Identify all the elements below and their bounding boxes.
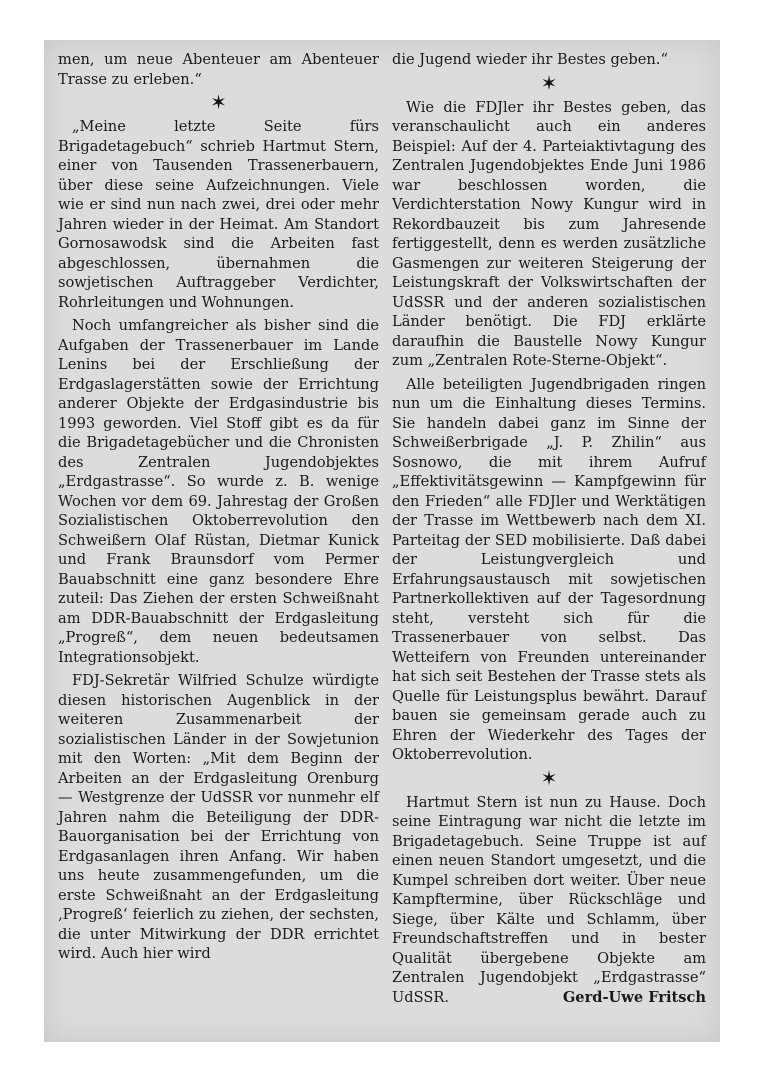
left-column: [58, 50, 379, 964]
paragraph: Alle beteiligten Jugendbrigaden ringen nun um die Einhaltung dieses Termins. Sie handeln dabei ganz im Sinne der Schweißerbrigade „J. P. Zhilin“ aus Sosnowo, die mit ihrem Aufruf „Effektivitätsgewinn — Kampfgewinn für den Frieden“ alle FDJler und Werktätigen der Trasse im Wettbewerb nach dem XI. Parteitag der SED mobilisierte. Daß dabei der Leistungvergleich und Erfahrungsaustausch mit sowjetischen Partnerkollektiven auf der Tagesordnung steht, versteht sich für die Trassenerbauer von selbst. Das Wetteifern von Freunden untereinander hat sich seit Bestehen der Trasse stets als Quelle für Leistungsplus bewährt. Darauf bauen sie gemeinsam gerade auch zu Ehren der Wiederkehr des Tages der Oktoberrevolution.: [392, 375, 706, 763]
paragraph: FDJ-Sekretär Wilfried Schulze würdigte diesen historischen Augenblick in der weiteren Zusammenarbeit der sozialistischen Länder in der Sowjetunion mit den Worten: „Mit dem Beginn der Arbeiten an der Erdgasleitung Orenburg — Westgrenze der UdSSR vor nunmehr elf Jahren nahm die Beteiligung der DDR-Bauorganisation bei der Errichtung von Erdgasanlagen ihren Anfang. Wir haben uns heute zusammengefunden, um die erste Schweißnaht an der Erdgasleitung ‚Progreß‘ feierlich zu ziehen, der sechsten, die unter Mitwirkung der DDR errichtet wird. Auch hier wird: [58, 672, 379, 962]
right-column: [392, 50, 706, 1007]
paragraph: „Meine letzte Seite fürs Brigadetagebuch“ schrieb Hartmut Stern, einer von Tausenden Trassenerbauern, über diese seine Aufzeichnungen. Viele wie er sind nun nach zwei, drei oder mehr Jahren wieder in der Heimat. Am Standort Gornosawodsk sind die Arbeiten fast abgeschlossen, übernahmen die sowjetischen Auftraggeber Verdichter, Rohrleitungen und Wohnungen.: [58, 118, 379, 311]
paragraph: [392, 793, 706, 1008]
section-separator-star: ✶: [540, 70, 558, 95]
paragraph: men, um neue Abenteuer am Abenteuer Trasse zu erleben.“: [58, 51, 379, 88]
paragraph: die Jugend wieder ihr Bestes geben.“: [392, 51, 668, 68]
newspaper-clipping: [44, 40, 720, 1042]
section-separator-star: ✶: [210, 90, 227, 114]
paragraph: Noch umfangreicher als bisher sind die Aufgaben der Trassenerbauer im Lande Lenins bei der Erschließung der Erdgaslagerstätten sowie der Errichtung anderer Objekte der Erdgasindustrie bis 1993 geworden. Viel Stoff gibt es da für die Brigadetagebücher und die Chronisten des Zentralen Jugendobjektes „Erdgastrasse“. So wurde z. B. wenige Wochen vor dem 69. Jahrestag der Großen Sozialistischen Oktoberrevolution den Schweißern Olaf Rüstan, Dietmar Kunick und Frank Braunsdorf vom Permer Bauabschnitt eine ganz besondere Ehre zuteil: Das Ziehen der ersten Schweißnaht am DDR-Bauabschnitt der Erdgasleitung „Progreß“, dem neuen bedeutsamen Integrationsobjekt.: [58, 317, 379, 666]
section-separator-star: ✶: [540, 765, 558, 790]
paragraph: Wie die FDJler ihr Bestes geben, das veranschaulicht auch ein anderes Beispiel: Auf der 4. Parteiaktivtagung des Zentralen Jugendobjektes Ende Juni 1986 war beschlossen worden, die Verdichterstation Nowy Kungur wird in Rekordbauzeit bis zum Jahresende fertiggestellt, denn es werden zusätzliche Gasmengen zur weiteren Steigerung der Leistungskraft der Volkswirtschaften der UdSSR und der anderen sozialistischen Länder benötigt. Die FDJ erklärte daraufhin die Baustelle Nowy Kungur zum „Zentralen Rote-Sterne-Objekt“.: [392, 98, 706, 369]
paragraph-text: Hartmut Stern ist nun zu Hause. Doch seine Eintragung war nicht die letzte im Brigadetagebuch. Seine Truppe ist auf einen neuen Standort umgesetzt, und die Kumpel schreiben dort weiter. Über neue Kampftermine, über Rückschläge und Siege, über Kälte und Schlamm, über Freundschaftstreffen und in bester Qualität übergebene Objekte am Zentralen Jugendobjekt „Erdgastrasse“ UdSSR.: [392, 793, 706, 1006]
author-signature: Gerd-Uwe Fritsch: [562, 988, 706, 1006]
